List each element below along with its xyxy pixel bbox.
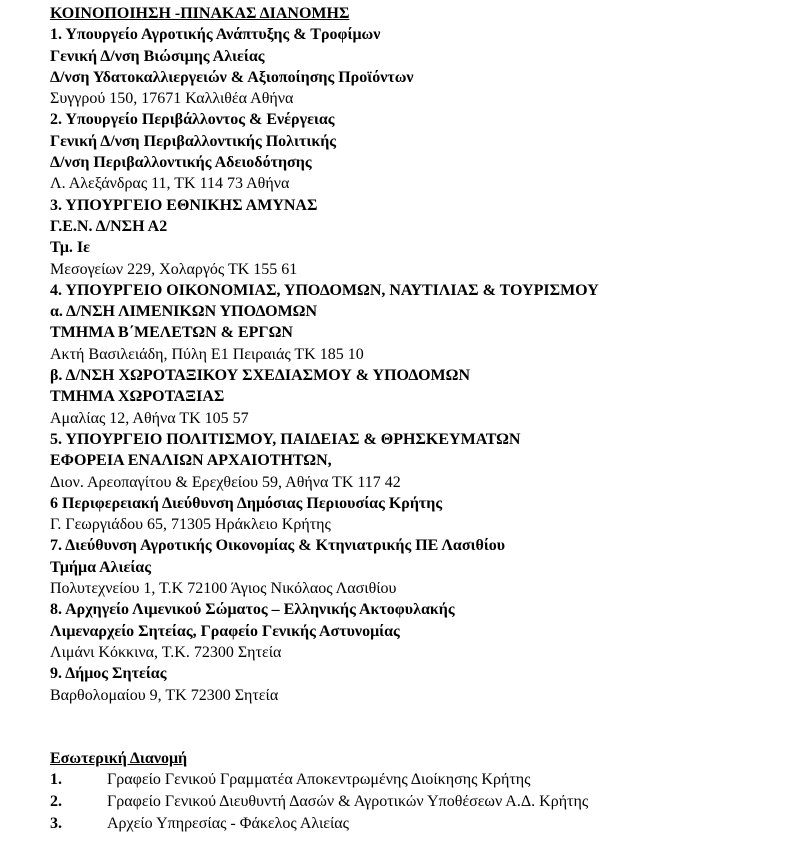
item-text: Γραφείο Γενικού Διευθυντή Δασών & Αγροτικών Υποθέσεων Α.Δ. Κρήτης: [107, 793, 589, 810]
recipient-heading-line: 5. ΥΠΟΥΡΓΕΙΟ ΠΟΛΙΤΙΣΜΟΥ, ΠΑΙΔΕΙΑΣ & ΘΡΗΣΚΕΥΜΑΤΩΝ: [50, 430, 521, 448]
recipient-address-line: Λ. Αλεξάνδρας 11, ΤΚ 114 73 Αθήνα: [50, 175, 290, 193]
recipient-heading-line: Τμ. Ιε: [50, 239, 90, 257]
internal-distribution-item: [50, 791, 790, 813]
recipient-address-line: Βαρθολομαίου 9, ΤΚ 72300 Σητεία: [50, 686, 279, 704]
recipient-lines: [50, 24, 790, 706]
page-title: ΚΟΙΝΟΠΟΙΗΣΗ -ΠΙΝΑΚΑΣ ΔΙΑΝΟΜΗΣ: [50, 5, 350, 22]
recipient-address-line: Αμαλίας 12, Αθήνα ΤΚ 105 57: [50, 409, 249, 427]
recipient-address-line: Συγγρού 150, 17671 Καλλιθέα Αθήνα: [50, 90, 294, 108]
recipient-address-line: Ακτή Βασιλειάδη, Πύλη Ε1 Πειραιάς ΤΚ 185 10: [50, 345, 364, 363]
item-text: Αρχείο Υπηρεσίας - Φάκελος Αλιείας: [107, 815, 349, 832]
recipient-heading-line: 8. Αρχηγείο Λιμενικού Σώματος – Ελληνικής Ακτοφυλακής: [50, 601, 455, 619]
internal-distribution-list: [50, 769, 790, 835]
distribution-list: [50, 3, 790, 706]
recipient-heading-line: 3. ΥΠΟΥΡΓΕΙΟ ΕΘΝΙΚΗΣ ΑΜΥΝΑΣ: [50, 196, 318, 214]
recipient-address-line: Μεσογείων 229, Χολαργός ΤΚ 155 61: [50, 260, 298, 278]
recipient-heading-line: Γενική Δ/νση Περιβαλλοντικής Πολιτικής: [50, 132, 337, 150]
recipient-heading-line: α. Δ/ΝΣΗ ΛΙΜΕΝΙΚΩΝ ΥΠΟΔΟΜΩΝ: [50, 303, 318, 321]
recipient-address-line: Γ. Γεωργιάδου 65, 71305 Ηράκλειο Κρήτης: [50, 516, 331, 534]
recipient-heading-line: ΤΜΗΜΑ ΧΩΡΟΤΑΞΙΑΣ: [50, 388, 225, 406]
recipient-heading-line: Τμήμα Αλιείας: [50, 558, 151, 576]
recipient-heading-line: 6 Περιφερειακή Διεύθυνση Δημόσιας Περιουσίας Κρήτης: [50, 494, 443, 512]
item-number: 3.: [50, 815, 62, 832]
item-number: 1.: [50, 771, 62, 788]
recipient-heading-line: 1. Υπουργείο Αγροτικής Ανάπτυξης & Τροφίμων: [50, 26, 381, 44]
recipient-heading-line: β. Δ/ΝΣΗ ΧΩΡΟΤΑΞΙΚΟΥ ΣΧΕΔΙΑΣΜΟΥ & ΥΠΟΔΟΜΩΝ: [50, 367, 470, 385]
internal-distribution: [50, 748, 790, 835]
recipient-heading-line: Γ.Ε.Ν. Δ/ΝΣΗ Α2: [50, 217, 168, 235]
recipient-heading-line: 7. Διεύθυνση Αγροτικής Οικονομίας & Κτηνιατρικής ΠΕ Λασιθίου: [50, 537, 506, 555]
recipient-address-line: Πολυτεχνείου 1, Τ.Κ 72100 Άγιος Νικόλαος Λασιθίου: [50, 580, 397, 598]
internal-distribution-item: [50, 813, 790, 835]
recipient-heading-line: 9. Δήμος Σητείας: [50, 665, 167, 683]
recipient-heading-line: Λιμεναρχείο Σητείας, Γραφείο Γενικής Αστυνομίας: [50, 622, 400, 640]
internal-distribution-item: [50, 769, 790, 791]
item-text: Γραφείο Γενικού Γραμματέα Αποκεντρωμένης Διοίκησης Κρήτης: [107, 771, 531, 788]
recipient-heading-line: ΕΦΟΡΕΙΑ ΕΝΑΛΙΩΝ ΑΡΧΑΙΟΤΗΤΩΝ,: [50, 452, 332, 470]
recipient-heading-line: Δ/νση Περιβαλλοντικής Αδειοδότησης: [50, 154, 312, 172]
recipient-heading-line: 4. ΥΠΟΥΡΓΕΙΟ ΟΙΚΟΝΟΜΙΑΣ, ΥΠΟΔΟΜΩΝ, ΝΑΥΤΙΛΙΑΣ & ΤΟΥΡΙΣΜΟΥ: [50, 281, 599, 299]
recipient-heading-line: Δ/νση Υδατοκαλλιεργειών & Αξιοποίησης Προϊόντων: [50, 68, 414, 86]
recipient-address-line: Διον. Αρεοπαγίτου & Ερεχθείου 59, Αθήνα ΤΚ 117 42: [50, 473, 401, 491]
recipient-address-line: Λιμάνι Κόκκινα, Τ.Κ. 72300 Σητεία: [50, 643, 282, 661]
internal-distribution-title: Εσωτερική Διανομή: [50, 750, 188, 767]
recipient-heading-line: Γενική Δ/νση Βιώσιμης Αλιείας: [50, 47, 265, 65]
recipient-heading-line: ΤΜΗΜΑ Β΄ΜΕΛΕΤΩΝ & ΕΡΓΩΝ: [50, 324, 293, 342]
item-number: 2.: [50, 793, 62, 810]
recipient-heading-line: 2. Υπουργείο Περιβάλλοντος & Ενέργειας: [50, 111, 335, 129]
